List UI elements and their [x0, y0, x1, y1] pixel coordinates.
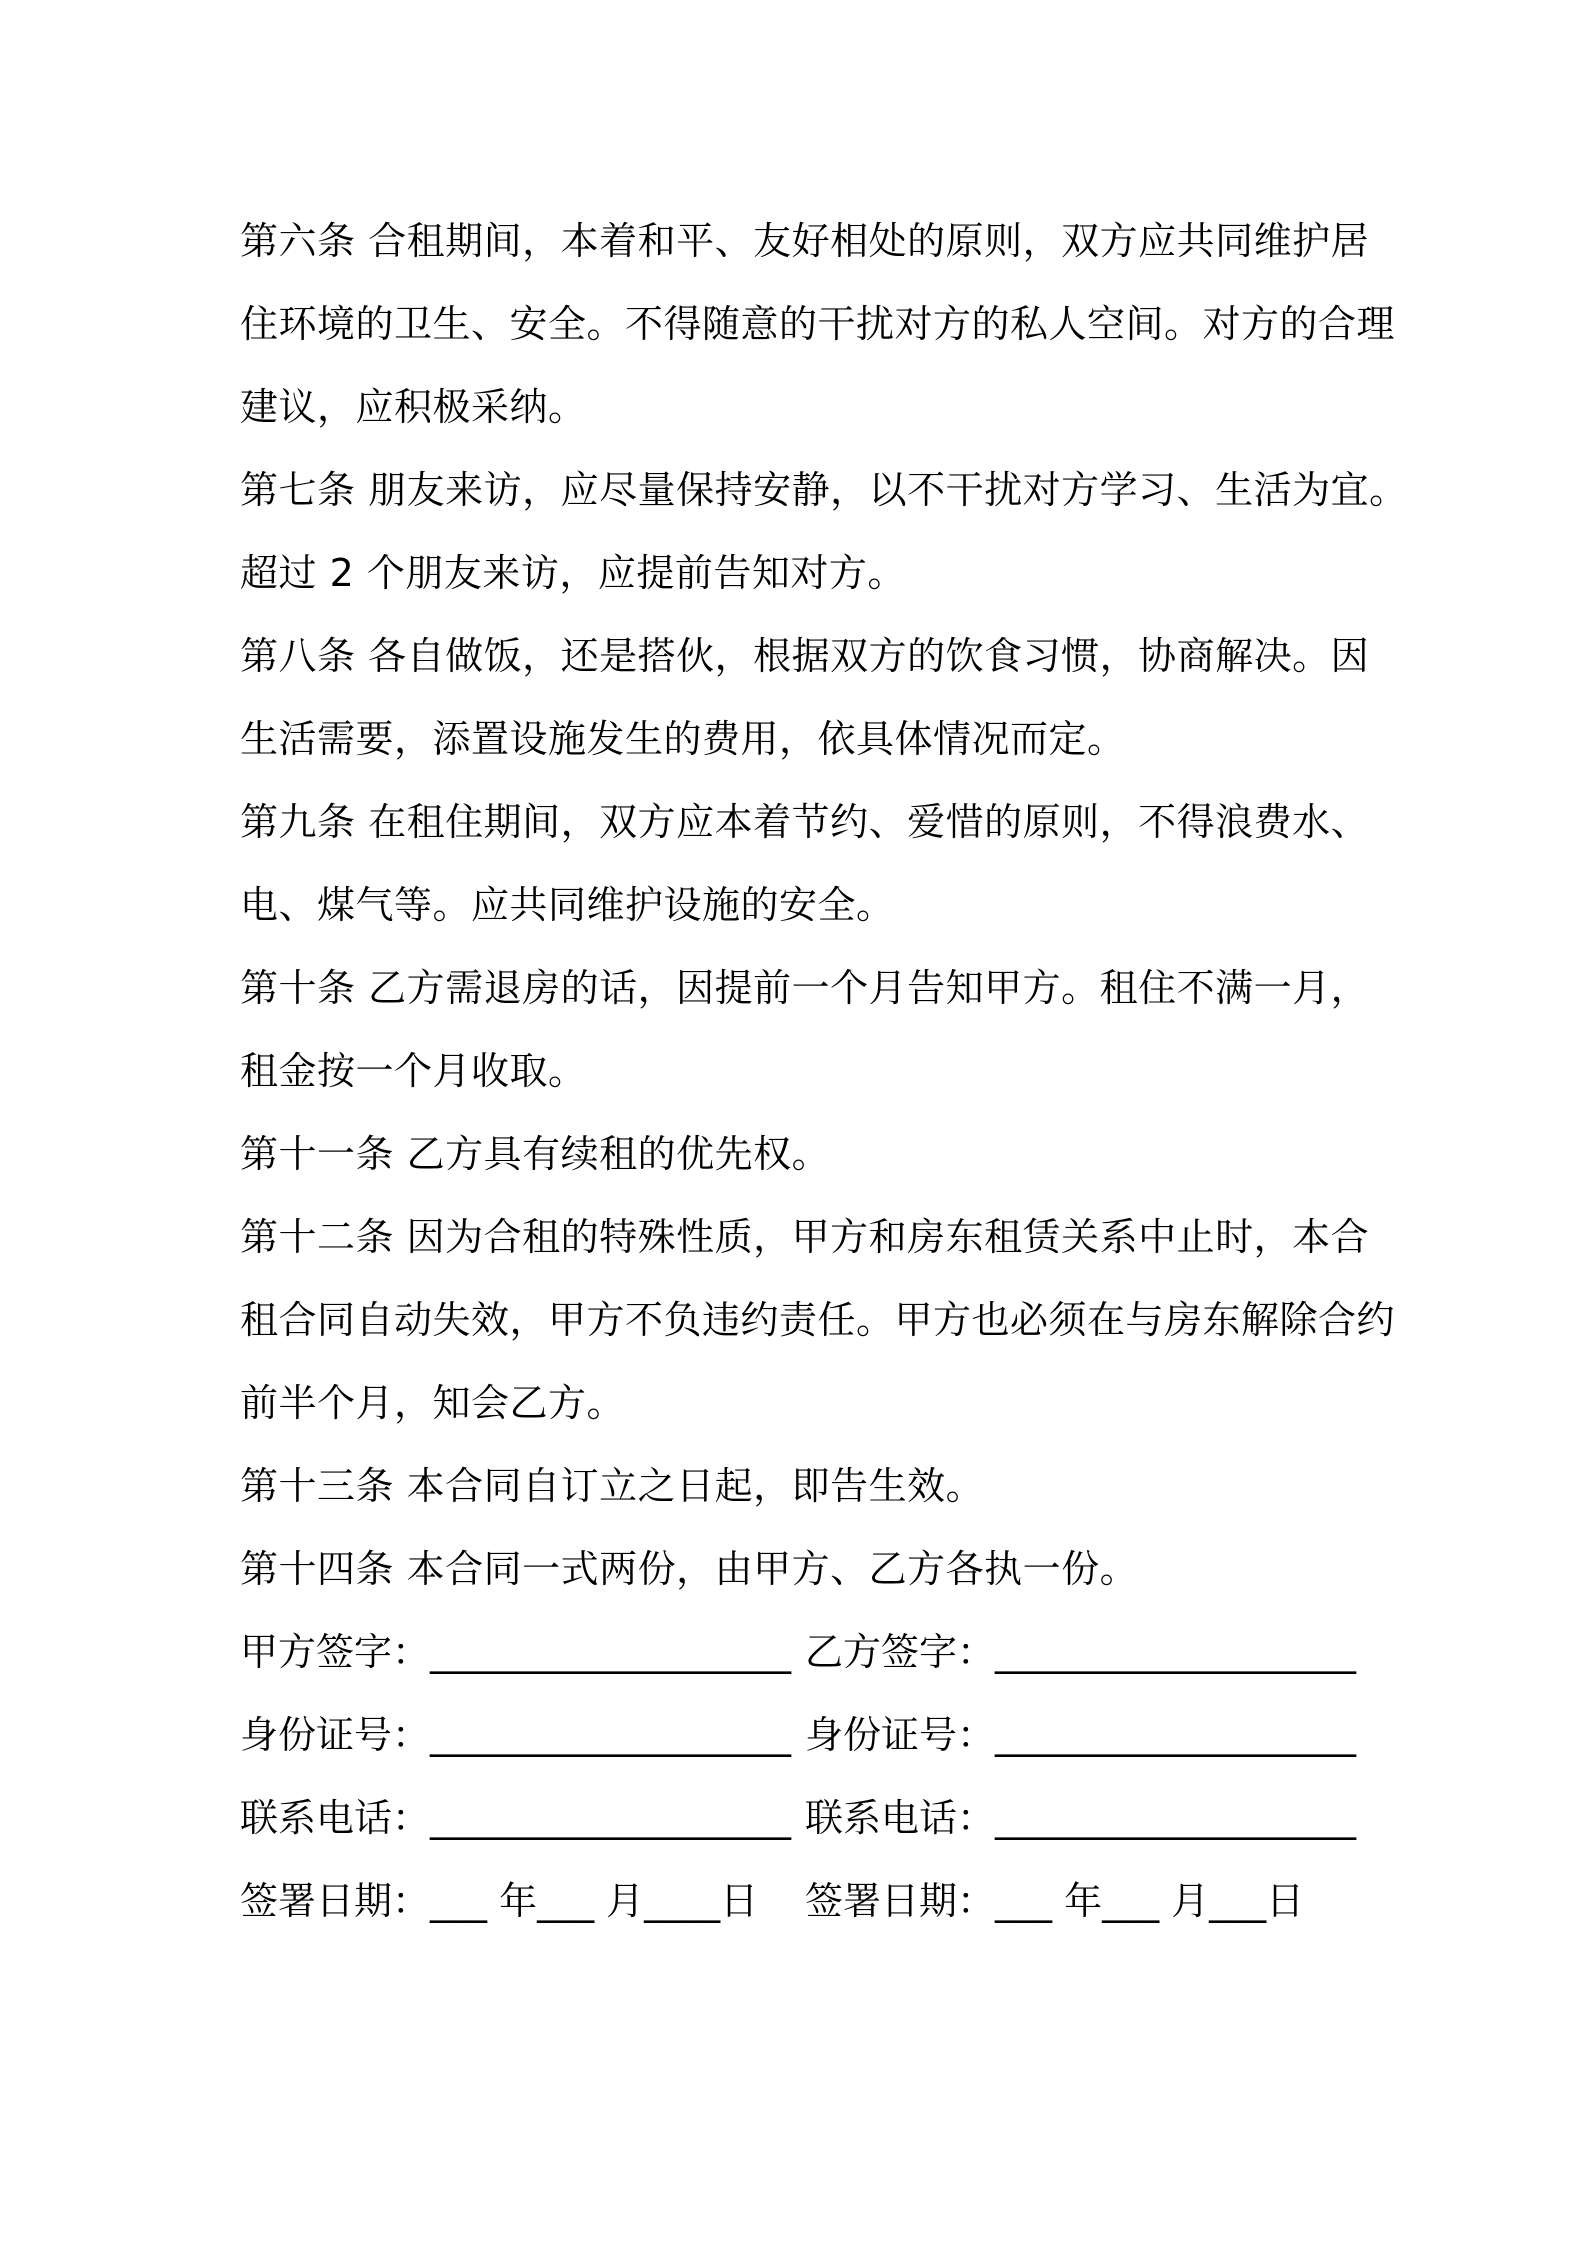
- party-b-phone-field: 联系电话：___________________: [805, 1796, 1357, 1840]
- date-row: [240, 1860, 1370, 1943]
- clause-11-line-1: 第十一条 乙方具有续租的优先权。: [240, 1132, 831, 1176]
- clause-10-line-1: 第十条 乙方需退房的话，因提前一个月告知甲方。租住不满一月，: [240, 966, 1370, 1010]
- clause-12-line-1: 第十二条 因为合租的特殊性质，甲方和房东租赁关系中止时，本合: [240, 1215, 1370, 1259]
- clause-7-line-1: 第七条 朋友来访，应尽量保持安静，以不干扰对方学习、生活为宜。: [240, 468, 1408, 512]
- party-a-signature-field: 甲方签字：___________________: [240, 1630, 792, 1674]
- clause-13-line-1: 第十三条 本合同自订立之日起，即告生效。: [240, 1464, 985, 1508]
- party-a-id-field: 身份证号：___________________: [240, 1713, 792, 1757]
- phone-row: [240, 1777, 1370, 1860]
- clause-6-line-2: 住环境的卫生、安全。不得随意的干扰对方的私人空间。对方的合理: [240, 302, 1396, 346]
- party-a-date-field: 签署日期：___ 年___ 月____日: [240, 1879, 759, 1923]
- party-b-id-field: 身份证号：___________________: [805, 1713, 1357, 1757]
- clause-6-line-1: 第六条 合租期间，本着和平、友好相处的原则，双方应共同维护居: [240, 219, 1370, 263]
- clause-7-line-2: 超过 2 个朋友来访，应提前告知对方。: [240, 551, 906, 595]
- clause-10-line-2: 租金按一个月收取。: [240, 1049, 587, 1093]
- clause-12-line-2: 租合同自动失效，甲方不负违约责任。甲方也必须在与房东解除合约: [240, 1298, 1396, 1342]
- clause-8-line-2: 生活需要，添置设施发生的费用，依具体情况而定。: [240, 717, 1126, 761]
- clause-12-line-3: 前半个月，知会乙方。: [240, 1381, 626, 1425]
- clause-14-line-1: 第十四条 本合同一式两份，由甲方、乙方各执一份。: [240, 1547, 1139, 1591]
- clause-8-line-1: 第八条 各自做饭，还是搭伙，根据双方的饮食习惯，协商解决。因: [240, 634, 1370, 678]
- contract-page: [240, 200, 1408, 1943]
- id-number-row: [240, 1694, 1370, 1777]
- party-b-date-field: 签署日期：___ 年___ 月___日: [805, 1879, 1305, 1923]
- clause-9-line-2: 电、煤气等。应共同维护设施的安全。: [240, 883, 895, 927]
- signature-row: [240, 1611, 1370, 1694]
- clause-9-line-1: 第九条 在租住期间，双方应本着节约、爱惜的原则，不得浪费水、: [240, 800, 1370, 844]
- party-b-signature-field: 乙方签字：___________________: [805, 1630, 1357, 1674]
- party-a-phone-field: 联系电话：___________________: [240, 1796, 792, 1840]
- clause-6-line-3: 建议，应积极采纳。: [240, 385, 587, 429]
